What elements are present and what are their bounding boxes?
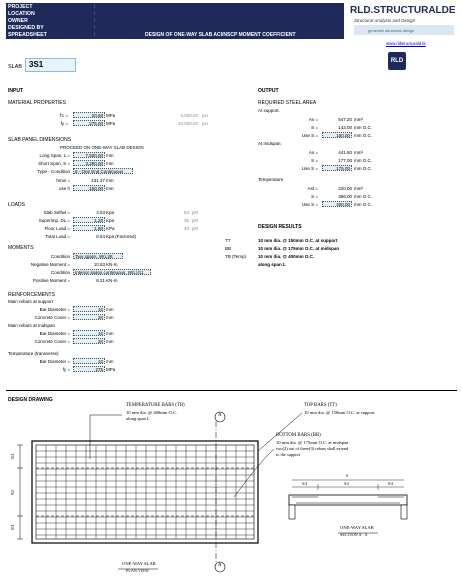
loads-title: LOADS	[8, 202, 25, 208]
midspan-concrete-cover-unit: mm	[106, 339, 114, 344]
fc-label: f'c =	[59, 113, 68, 118]
section-view-title: ONE-WAY SLAB	[340, 525, 374, 530]
result-text-bb: 10 mm dia. @ 175mm O.C. at midspan	[258, 246, 340, 251]
support-s-value: 143.00	[338, 125, 352, 130]
section-mark-top: A	[218, 413, 222, 418]
midspan-concrete-cover-input[interactable]: 20	[73, 338, 105, 344]
tb-title: TEMPERATURE BARS (TB)	[126, 403, 185, 408]
bb-line1: 10 mm dia. @ 175mm O.C. at midspan	[276, 440, 349, 445]
total-load-unit: Kpa (Factored)	[106, 234, 137, 239]
midspan-use-s-label: Use S =	[301, 166, 318, 171]
result-along-span: along span L	[258, 262, 286, 267]
reinforcements-title: REINFORCEMENTS	[8, 292, 55, 298]
dim-s4-top: S/4	[10, 453, 16, 460]
support-as-label: As =	[308, 117, 318, 122]
logo-band	[354, 25, 454, 35]
result-code-tt: TT	[225, 238, 231, 243]
header-colon: :	[94, 18, 96, 24]
short-span-unit: mm	[106, 161, 114, 166]
temp-fy-input[interactable]: 275	[73, 366, 105, 372]
midspan-bar-diameter-label: Bar Diameter =	[39, 331, 70, 336]
design-results-title: DESIGN RESULTS	[258, 224, 302, 230]
section-view-subtitle: SECTION A - A	[340, 532, 368, 537]
midspan-rebars-title: Main rebars at midspan	[8, 323, 56, 328]
dim-s4-bottom: S/4	[10, 524, 16, 531]
logo-text: RLD.STRUCTURALDE	[350, 5, 456, 16]
midspan-use-s-input[interactable]: 175.00	[322, 165, 352, 171]
website-link[interactable]: www.rldstructurald.tk	[386, 41, 426, 46]
support-concrete-cover-unit: mm	[106, 315, 114, 320]
bb-line2: two(2) out of three(3) rebars shall extend	[276, 446, 349, 451]
fy-input[interactable]: 275.00	[73, 120, 105, 126]
fc-unit: MPa	[106, 113, 116, 118]
moments-title: MOMENTS	[8, 245, 34, 251]
short-span-input[interactable]: 3,290.00	[73, 160, 105, 166]
condition-2-label: Condition	[50, 270, 70, 275]
superimp-dl-unit: Kpa	[106, 218, 115, 223]
slab-dimensions-title: SLAB PANEL DIMENSIONS	[8, 137, 72, 143]
support-as-unit: mm²	[354, 117, 363, 122]
section-dim-s: S	[346, 473, 349, 478]
floor-load-unit: KPa	[106, 226, 115, 231]
temp-use-s-label: Use S =	[301, 202, 318, 207]
total-load-label: Total Load =	[45, 234, 70, 239]
fc-alt-value: 3,000.00	[180, 113, 198, 118]
midspan-s-label: S =	[311, 158, 318, 163]
support-concrete-cover-label: Concrete Cover =	[34, 315, 70, 320]
negative-moment-label: Negative Moment =	[30, 262, 70, 267]
fy-alt-unit: psi	[202, 121, 208, 126]
tt-title: TOP BARS (TT)	[304, 403, 337, 408]
temp-bar-diameter-input[interactable]: 10	[73, 358, 105, 364]
at-support-title: At support.	[258, 108, 280, 113]
long-span-label: Long Span, L =	[39, 153, 70, 158]
input-section-title: INPUT	[8, 88, 23, 94]
header-colon: :	[94, 11, 96, 17]
long-span-input[interactable]: 7,500.00	[73, 152, 105, 158]
midspan-use-s-unit: mm O.C.	[354, 166, 372, 171]
temp-s-unit: mm O.C.	[354, 194, 372, 199]
type-condition-select[interactable]: 8 - One End Continuous	[73, 168, 133, 174]
midspan-bar-diameter-input[interactable]: 10	[73, 330, 105, 336]
output-section-title: OUTPUT	[258, 88, 279, 94]
section-mark-bottom: A	[218, 563, 222, 568]
spreadsheet-title: DESIGN OF ONE-WAY SLAB ACI/NSCP MOMENT COEFFICIENT	[145, 32, 296, 38]
result-text-tt: 10 mm dia. @ 150mm O.C. at support	[258, 238, 338, 243]
slab-selfwt-unit: Kpa	[106, 210, 115, 215]
drawing-canvas	[6, 391, 457, 583]
header	[0, 0, 462, 44]
superimp-dl-label: Superimp. DL =	[38, 218, 70, 223]
use-h-unit: mm	[106, 186, 114, 191]
slab-selfwt-alt: 54	[183, 210, 189, 215]
result-code-bb: BB	[225, 246, 232, 251]
header-owner-label: OWNER	[8, 18, 28, 24]
tb-line1: 10 mm dia. @ 400mm O.C.	[126, 410, 178, 415]
long-span-unit: mm	[106, 153, 114, 158]
total-load-value: 8.54	[96, 234, 105, 239]
support-use-s-unit: mm O.C.	[354, 133, 372, 138]
support-rebars-title: Main rebars at support	[8, 299, 54, 304]
design-drawing	[6, 390, 457, 583]
midspan-bar-diameter-unit: mm	[106, 331, 114, 336]
temp-use-s-input[interactable]: 400.00	[322, 201, 352, 207]
fc-alt-unit: psi	[202, 113, 208, 118]
type-condition-label: Type - Condition	[37, 169, 70, 174]
slab-selfwt-value: 3.53	[96, 210, 105, 215]
tb-line2: along span L	[126, 416, 150, 421]
use-h-label: use h	[58, 186, 70, 191]
midspan-as-value: 441.60	[338, 150, 352, 155]
negative-moment-value: 10.53	[93, 262, 105, 267]
fy-unit: MPa	[106, 121, 116, 126]
at-midspan-title: At midspan.	[258, 141, 282, 146]
support-bar-diameter-label: Bar Diameter =	[39, 307, 70, 312]
design-drawing-title: DESIGN DRAWING	[8, 397, 53, 403]
temp-ast-label: Ast =	[307, 186, 318, 191]
temp-bar-diameter-unit: mm	[106, 359, 114, 364]
dim-s2: S/2	[10, 489, 16, 496]
temp-fy-unit: MPa	[106, 367, 116, 372]
short-span-label: Short Span, S =	[38, 161, 70, 166]
temp-ast-value: 220.00	[338, 186, 352, 191]
slab-selfwt-alt-unit: psf	[192, 210, 199, 215]
bb-title: BOTTOM BARS (BB)	[276, 433, 321, 438]
plan-view-subtitle: PLAN VIEW	[126, 568, 149, 573]
required-steel-title: REQUIRED STEEL AREA	[258, 100, 317, 106]
header-spreadsheet-label: SPREADSHEET	[8, 32, 47, 38]
header-colon: :	[94, 32, 96, 38]
fc-input[interactable]: 20.68	[73, 112, 105, 118]
section-dim-s2: S/2	[344, 482, 350, 486]
plan-view-title: ONE-WAY SLAB	[122, 561, 156, 566]
condition-1-label: Condition	[50, 254, 70, 259]
hmin-label: hmin =	[56, 178, 70, 183]
positive-moment-label: Positive Moment =	[32, 278, 70, 283]
support-bar-diameter-unit: mm	[106, 307, 114, 312]
fy-alt-value: 40,000.00	[177, 121, 198, 126]
logo-band-text: generate structural design	[368, 28, 415, 33]
support-s-unit: mm O.C.	[354, 125, 372, 130]
temp-s-label: S =	[311, 194, 318, 199]
temperature-title: Temperature	[258, 177, 284, 182]
floor-load-input[interactable]: 1.90	[73, 225, 105, 231]
slab-label: SLAB	[8, 64, 23, 70]
header-project-label: PROJECT	[8, 4, 33, 10]
tt-line1: 10 mm dia. @ 150mm O.C. at support	[304, 410, 375, 415]
hmin-unit: mm	[106, 178, 114, 183]
hmin-value: 131.37	[91, 178, 105, 183]
midspan-as-label: As =	[308, 150, 318, 155]
temp-ast-unit: mm²	[354, 186, 363, 191]
result-text-tb: 10 mm dia. @ 400mm O.C.	[258, 254, 315, 259]
section-dim-s4-left: S/4	[302, 482, 308, 486]
logo	[350, 5, 456, 39]
condition-1-select[interactable]: Two spans, W(L)/8	[73, 253, 123, 259]
bb-line3: to the support	[276, 452, 301, 457]
positive-moment-value: 8.21	[96, 278, 105, 283]
material-properties-title: MATERIAL PROPERTIES	[8, 100, 66, 106]
temp-s-value: 356.00	[338, 194, 352, 199]
section-dim-s4-right: S/4	[388, 482, 394, 486]
temperature-rebars-title: Temperature (transverse)	[8, 351, 59, 356]
temp-fy-label: fy =	[62, 367, 70, 372]
temp-use-s-unit: mm O.C.	[354, 202, 372, 207]
midspan-as-unit: mm²	[354, 150, 363, 155]
support-concrete-cover-input[interactable]: 20	[73, 314, 105, 320]
superimp-dl-alt-unit: psf	[192, 218, 199, 223]
temp-bar-diameter-label: Bar Diameter =	[39, 359, 70, 364]
use-h-input[interactable]: 150.00	[73, 185, 105, 191]
floor-load-alt: 40	[183, 226, 189, 231]
support-s-label: S =	[311, 125, 318, 130]
support-bar-diameter-input[interactable]: 10	[73, 306, 105, 312]
support-use-s-label: Use S =	[301, 133, 318, 138]
rld-badge-icon: RLD	[388, 52, 406, 70]
header-colon: :	[94, 4, 96, 10]
condition-2-select[interactable]: Interior spans continuous, W(L)/11	[73, 269, 151, 275]
superimp-dl-input[interactable]: 1.20	[73, 217, 105, 223]
slab-id-field[interactable]: 3S1	[25, 58, 76, 72]
logo-subtitle: Structural Analysis and Design	[354, 18, 416, 23]
support-as-value: 547.20	[338, 117, 352, 122]
midspan-concrete-cover-label: Concrete Cover =	[34, 339, 70, 344]
positive-moment-unit: KN-m	[106, 278, 118, 283]
floor-load-label: Floor Load =	[44, 226, 70, 231]
header-location-label: LOCATION	[8, 11, 35, 17]
result-code-tb: TB (Temp)	[225, 254, 247, 259]
negative-moment-unit: KN-m	[106, 262, 118, 267]
floor-load-alt-unit: psf	[192, 226, 199, 231]
proceed-one-way-message: PROCEED ON ONE-WAY SLAB DESIGN	[60, 145, 144, 150]
slab-selfwt-label: Slab Selfwt =	[43, 210, 70, 215]
midspan-s-value: 177.00	[338, 158, 352, 163]
support-use-s-input[interactable]: 150.00	[322, 132, 352, 138]
header-designed-by-label: DESIGNED BY	[8, 25, 44, 31]
superimp-dl-alt: 25	[183, 218, 189, 223]
header-colon: :	[94, 25, 96, 31]
midspan-s-unit: mm O.C.	[354, 158, 372, 163]
fy-label: fy =	[60, 121, 68, 126]
